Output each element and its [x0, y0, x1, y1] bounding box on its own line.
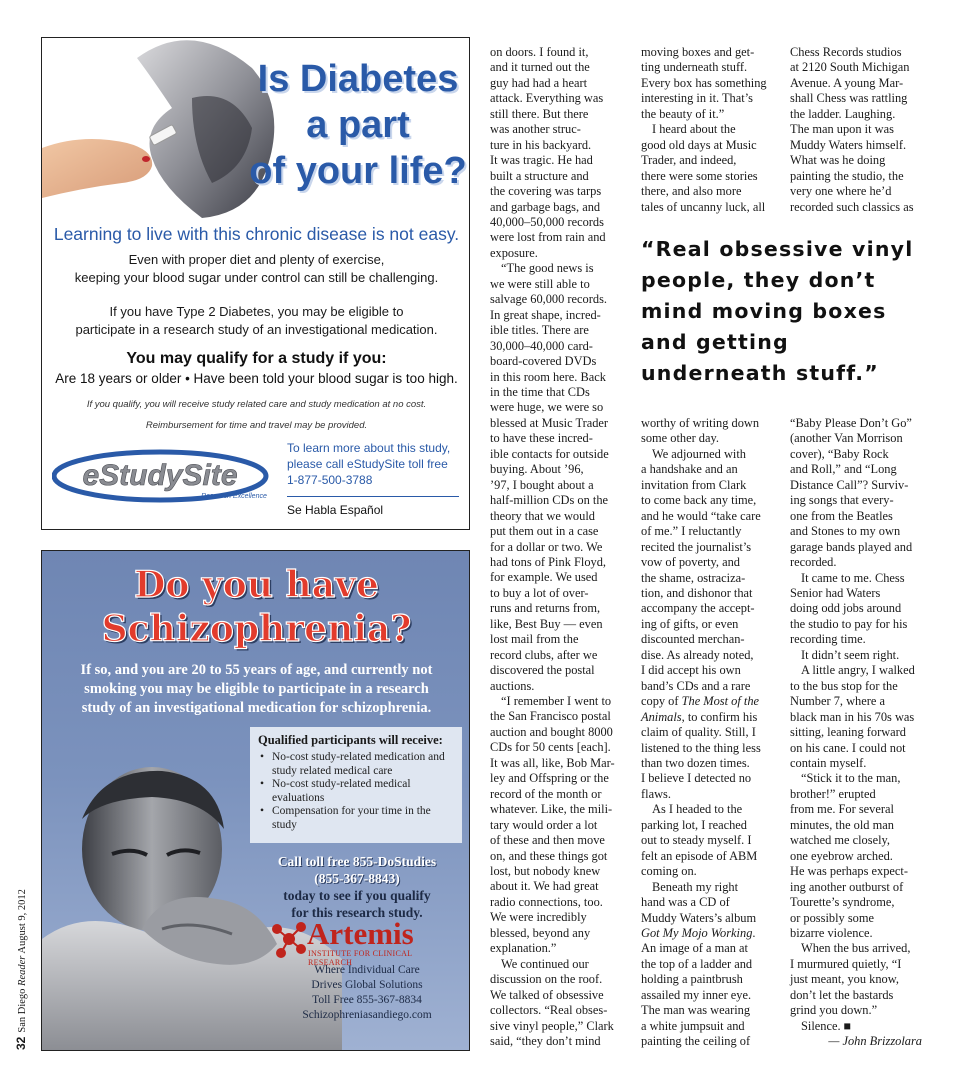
call-phone-link[interactable]: Call toll free 855-DoStudies — [277, 854, 437, 869]
contact-divider — [287, 496, 459, 497]
benefits-box — [250, 727, 462, 843]
album-title: Got My Mojo Working — [641, 925, 753, 940]
diabetes-ad — [41, 37, 470, 530]
benefits-heading: Qualified participants will receive: — [258, 733, 443, 747]
article-column-3-bottom — [790, 416, 922, 1050]
article-column-2-bottom — [641, 416, 778, 1050]
article-paragraph: We continued our discussion on the roof. We talked of obsessive collectors. “Real obses- sive vinyl people,” Clark said, “they don’t mind — [490, 956, 614, 1048]
fine-print-1: If you qualify, you will receive study related care and study medication at no cost. — [86, 399, 427, 410]
diabetes-paragraph-1: Even with proper diet and plenty of exercise, keeping your blood sugar under control can still be challenging. — [74, 252, 439, 285]
article-paragraph: moving boxes and get- ting underneath stuff. Every box has something interesting in it. That’s the beauty of it.” — [641, 45, 767, 121]
svg-text:Research Excellence: Research Excellence — [201, 493, 267, 500]
diabetes-contact: To learn more about this study, please call eStudySite toll free 1-877-500-3788 — [287, 440, 465, 488]
article-paragraph: Silence. ■ — [801, 1018, 852, 1033]
artemis-subtitle: INSTITUTE FOR CLINICAL RESEARCH — [308, 949, 413, 967]
article-paragraph: Chess Records studios at 2120 South Michigan Avenue. A young Mar- shall Chess was rattling the ladder. Laughing. The man upon it was Muddy Waters himself. What was he doing painting the studio, the very one where he’d recorded such classics as — [790, 45, 914, 214]
article-paragraph: We adjourned with a handshake and an invitation from Clark to come back any time, and he would “take care of me.” I reluctantly recited the journalist’s vow of poverty, and the shame, ostraciza- tion, and dishonor that accompany the accept- ing of gifts, or even discounted merchan- dise. As already noted, I did accept his own band’s CDs and a rare copy of The Most of the Animals, to confirm his claim of quality. Still, I listened to the thing less than two dozen times. I believe I detected no flaws. — [641, 446, 761, 801]
page-number: 32 — [14, 1036, 28, 1050]
article-paragraph: “Stick it to the man, brother!” erupted from me. For several minutes, the old man watched me closely, one eyebrow arched. He was perhaps expect- ing another outburst of Tourette’s syndrome, or possibly some bizarre violence. — [790, 771, 909, 940]
article-paragraph: “I remember I went to the San Francisco postal auction and bought 8000 CDs for 50 cents [each]. It was all, like, Bob Mar- ley and Offspring or the record of the month or whatever. Like, the mili- tary would order a lot of these and then move on, and these things got lost, but nobody knew about it. We had great radio connections, too. We were incredibly blessed, beyond any explanation.” — [490, 694, 615, 956]
article-paragraph: Beneath my right hand was a CD of Muddy Waters’s album Got My Mojo Working. An image of a man at the top of a ladder and holding a paintbrush assailed my inner eye. The man was wearing a white jumpsuit and painting the ceiling of — [641, 879, 757, 1049]
article-paragraph: “Baby Please Don’t Go” (another Van Morrison cover), “Baby Rock and Roll,” and “Long Distance Call”? Surviv- ing songs that every- one from the Beatles and Stones to my own garage bands played and recorded. — [790, 416, 913, 570]
schizophrenia-ad — [41, 550, 470, 1051]
artemis-phone-link[interactable]: Toll Free 855-367-8834 — [312, 994, 422, 1006]
article-column-2-top — [641, 45, 778, 215]
svg-text:eStudySite: eStudySite — [82, 459, 238, 492]
article-paragraph: When the bus arrived, I murmured quietly, “I just meant, you know, don’t let the bastards grind you down.” — [790, 941, 911, 1018]
pull-quote: “Real obsessive vinyl people, they don’t mind moving boxes and getting underneath stuff.” — [641, 237, 914, 385]
benefit-item: • No-cost study-related medication and study related medical care — [258, 751, 454, 778]
article-column-1 — [490, 45, 626, 1049]
article-paragraph: As I headed to the parking lot, I reached out to steady myself. I felt an episode of ABM coming on. — [641, 802, 758, 879]
schizophrenia-headline: Do you have Schizophrenia? — [101, 564, 412, 650]
diabetes-paragraph-2: If you have Type 2 Diabetes, you may be eligible to participate in a research study of an investigational medication. — [75, 304, 438, 337]
artemis-brand: Artemis — [307, 916, 414, 951]
diabetes-tagline: Learning to live with this chronic disease is not easy. — [53, 224, 460, 244]
qualify-heading: You may qualify for a study if you: — [126, 350, 387, 367]
glucose-meter-photo — [42, 38, 282, 238]
diabetes-phone-link[interactable]: 1-877-500-3788 — [287, 473, 373, 487]
call-block: Call toll free 855-DoStudies (855-367-8843) today to see if you qualify for this research study. — [252, 853, 462, 921]
article-paragraph: worthy of writing down some other day. — [641, 416, 760, 446]
schizophrenia-subhead: If so, and you are 20 to 55 years of age, and currently not smoking you may be eligible to participate in a research study of an investigational medication for schizophrenia. — [80, 662, 433, 716]
benefit-item: • No-cost study-related medical evaluations — [258, 778, 454, 805]
benefit-item: • Compensation for your time in the study — [258, 805, 454, 832]
benefits-list — [258, 751, 454, 832]
artemis-address: Where Individual Care Drives Global Solutions Toll Free 855-367-8834 Schizophreniasandiego.com — [267, 963, 467, 1023]
article-column-3-top — [790, 45, 922, 215]
page-folio: 32San Diego Reader August 9, 2012 — [14, 889, 28, 1050]
qualify-criteria: Are 18 years or older • Have been told your blood sugar is too high. — [55, 371, 458, 386]
album-title: The Most of the Animals — [641, 694, 760, 724]
article-paragraph: It didn’t seem right. — [801, 647, 900, 662]
article-paragraph: I heard about the good old days at Music Trader, and indeed, there were some stories there, and also more tales of uncanny luck, all — [641, 122, 766, 214]
article-paragraph: It came to me. Chess Senior had Waters doing odd jobs around the studio to pay for his recording time. — [790, 570, 908, 647]
estudysite-logo — [52, 444, 282, 504]
spanish-note: Se Habla Español — [287, 503, 384, 517]
article-paragraph: A little angry, I walked to the bus stop for the Number 7, where a black man in his 70s was sitting, leaning forward on his cane. I could not contain myself. — [790, 663, 915, 770]
fine-print-2: Reimbursement for time and travel may be provided. — [145, 420, 368, 431]
article-paragraph: “The good news is we were still able to salvage 60,000 records. In great shape, incred- ible titles. There are 30,000–40,000 card- board-covered DVDs in this room here. Back in the time that CDs were huge, we were so blessed at Music Trader to have these incred- ible contacts for outside buying. About ’96, ’97, I bought about a half-million CDs on the theory that we would put them out in a case for a dollar or two. We had tons of Pink Floyd, for example. We used to buy a lot of over- runs and returns from, like, Best Buy — even lost mail from the record clubs, after we discovered the postal auctions. — [490, 261, 609, 693]
diabetes-headline: Is Diabetes a part of your life? — [249, 58, 467, 192]
article-paragraph: on doors. I found it, and it turned out the guy had had a heart attack. Everything was still there. But there was another struc- ture in his backyard. It was tragic. He had built a structure and the covering was tarps and garbage bags, and 40,000–50,000 records were lost from rain and exposure. — [490, 45, 606, 260]
artemis-website-link[interactable]: Schizophreniasandiego.com — [302, 1009, 432, 1021]
call-phone-number[interactable]: (855-367-8843) — [314, 871, 400, 886]
byline: — John Brizzolara — [828, 1034, 922, 1049]
